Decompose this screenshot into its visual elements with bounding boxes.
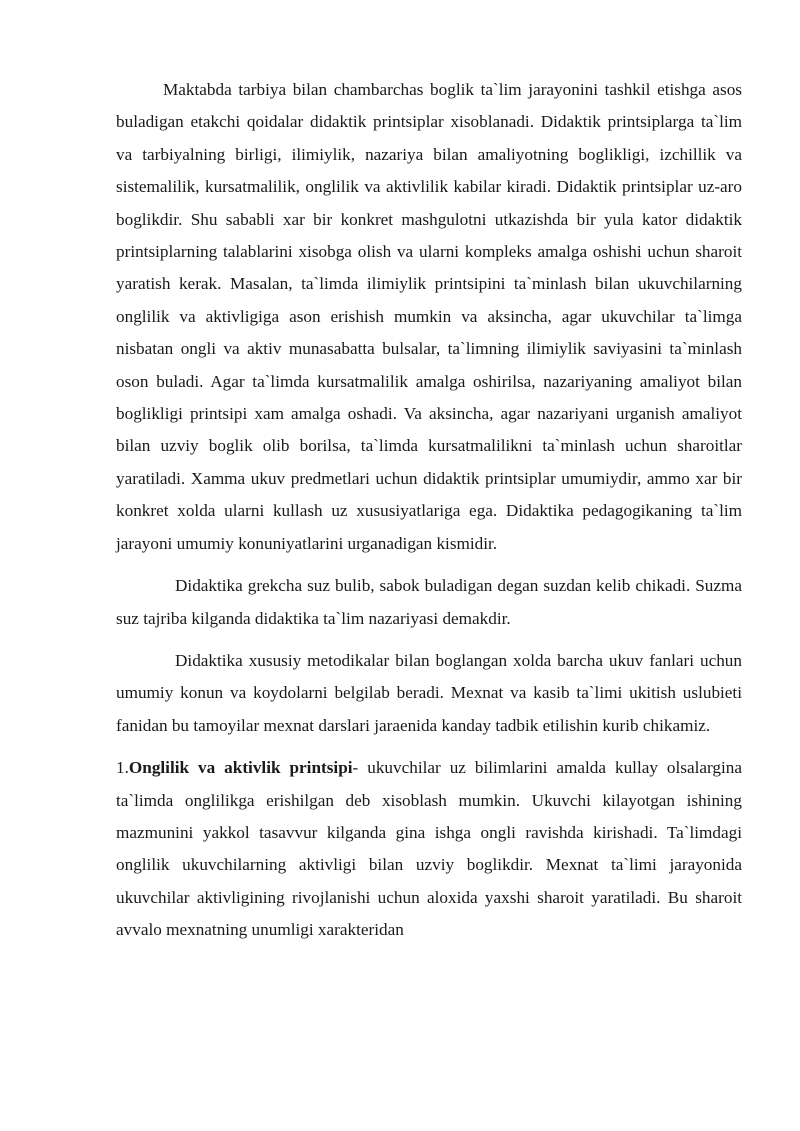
document-page — [116, 74, 742, 947]
section-number: 1. — [116, 758, 129, 778]
section-title: Onglilik va aktivlik printsipi — [128, 758, 353, 778]
paragraph-didactic-principles: Maktabda tarbiya bilan chambarchas boglik ta`lim jarayonini tashkil etishga asos buladigan etakchi qoidalar didaktik printsiplar xisoblanadi. Didaktik printsiplarga ta`lim va tarbiyalning birligi, ilimiylik, nazariya bilan amaliyotning boglikligi, izchillik va sistemalilik, kursatmalilik, onglilik va aktivlilik kabilar kiradi. Didaktik printsiplar uz-aro boglikdir. Shu sababli xar bir konkret mashgulotni utkazishda bir yula kator didaktik printsiplarning talablarini xisobga olish va ularni kompleks amalga oshishi uchun sharoit yaratish kerak. Masalan, ta`limda ilimiylik printsipini ta`minlash bilan ukuvchilarning onglilik va aktivligiga ason erishish mumkin va aksincha, agar ukuvchilar ta`limga nisbatan ongli va aktiv munasabatta bulsalar, ta`limning ilimiylik saviyasini ta`minlash oson buladi. Agar ta`limda kursatmalilik amalga oshirilsa, nazariyaning amaliyot bilan boglikligi printsipi xam amalga oshadi. Va aksincha, agar nazariyani urganish amaliyot bilan uzviy boglik olib borilsa, ta`limda kursatmalilikni ta`minlash uchun sharoitlar yaratiladi. Xamma ukuv predmetlari uchun didaktik printsiplar umumiydir, ammo xar bir konkret xolda ularni kullash uz xususiyatlariga ega. Didaktika pedagogikaning ta`lim jarayoni umumiy konuniyatlarini urganadigan kismidir. — [116, 80, 742, 553]
paragraph-methodology: Didaktika xususiy metodikalar bilan boglangan xolda barcha ukuv fanlari uchun umumiy konun va koydolarni belgilab beradi. Mexnat va kasib ta`limi ukitish uslubieti fanidan bu tamoyilar mexnat darslari jaraenida kanday tadbik etilishin kurib chikamiz. — [116, 650, 742, 735]
section-onglilik — [116, 752, 742, 946]
paragraph-didactics-etymology: Didaktika grekcha suz bulib, sabok buladigan degan suzdan kelib chikadi. Suzma suz tajriba kilganda didaktika ta`lim nazariyasi demakdir. — [116, 576, 742, 628]
section-text: - ukuvchilar uz bilimlarini amalda kullay olsalargina ta`limda onglilikga erishilgan deb xisoblash mumkin. Ukuvchi kilayotgan ishining mazmunini yakkol tasavvur kilganda gina ishga ongli ravishda kirishadi. Ta`limdagi onglilik ukuvchilarning aktivligi bilan uzviy boglikdir. Mexnat ta`limi jarayonida ukuvchilar aktivligining rivojlanishi uchun aloxida yaxshi sharoit yaratiladi. Bu sharoit avvalo mexnatning unumligi xarakteridan — [116, 758, 742, 940]
